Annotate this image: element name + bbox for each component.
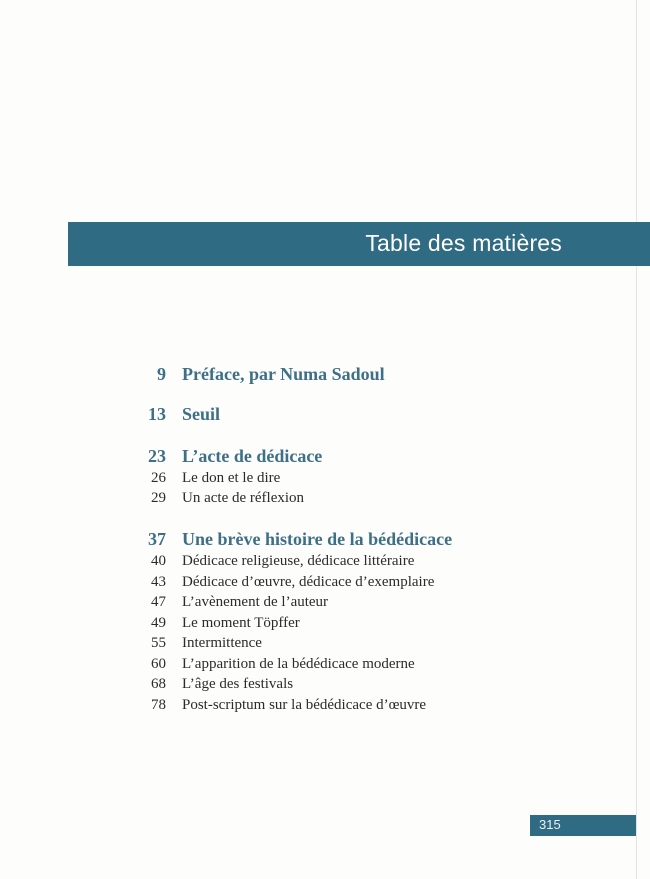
toc-entry-title: Dédicace d’œuvre, dédicace d’exemplaire <box>182 574 435 590</box>
page-title: Table des matières <box>365 230 562 256</box>
toc-page-number: 40 <box>151 553 166 569</box>
toc-page-number: 9 <box>157 364 166 384</box>
toc-entry-title: L’avènement de l’auteur <box>182 594 329 610</box>
toc-entry-title: L’âge des festivals <box>182 676 294 692</box>
toc-entry-title: L’apparition de la bédédicace moderne <box>182 656 415 672</box>
page-number: 315 <box>539 817 561 832</box>
page-edge <box>636 0 637 879</box>
toc-page-number: 55 <box>151 635 166 651</box>
toc-page-number: 37 <box>148 529 166 549</box>
toc-entry-title: Intermittence <box>182 635 262 651</box>
toc-entry-title: Seuil <box>182 404 221 424</box>
toc-page-number: 49 <box>151 615 166 631</box>
toc-page-number: 29 <box>151 490 166 506</box>
toc-page-number: 60 <box>151 656 166 672</box>
toc-entry-title: Dédicace religieuse, dédicace littéraire <box>182 553 415 569</box>
toc-page-number: 47 <box>151 594 166 610</box>
toc-entry-title: L’acte de dédicace <box>182 446 323 466</box>
toc-entry-title: Un acte de réflexion <box>182 490 305 506</box>
toc-page-number: 78 <box>151 697 166 713</box>
toc-entry-title: Préface, par Numa Sadoul <box>182 364 385 384</box>
toc-entry-title: Le don et le dire <box>182 470 281 486</box>
toc-page-number: 26 <box>151 470 166 486</box>
title-band <box>68 222 650 266</box>
toc-page-number: 43 <box>151 574 166 590</box>
toc-entry-title: Une brève histoire de la bédédicace <box>182 529 453 549</box>
toc-page-number: 68 <box>151 676 166 692</box>
toc-page-number: 23 <box>148 446 166 466</box>
page-number-band <box>530 815 636 836</box>
toc-entry-title: Le moment Töpffer <box>182 615 300 631</box>
toc-entry-title: Post-scriptum sur la bédédicace d’œuvre <box>182 697 427 713</box>
toc-page-number: 13 <box>148 404 166 424</box>
